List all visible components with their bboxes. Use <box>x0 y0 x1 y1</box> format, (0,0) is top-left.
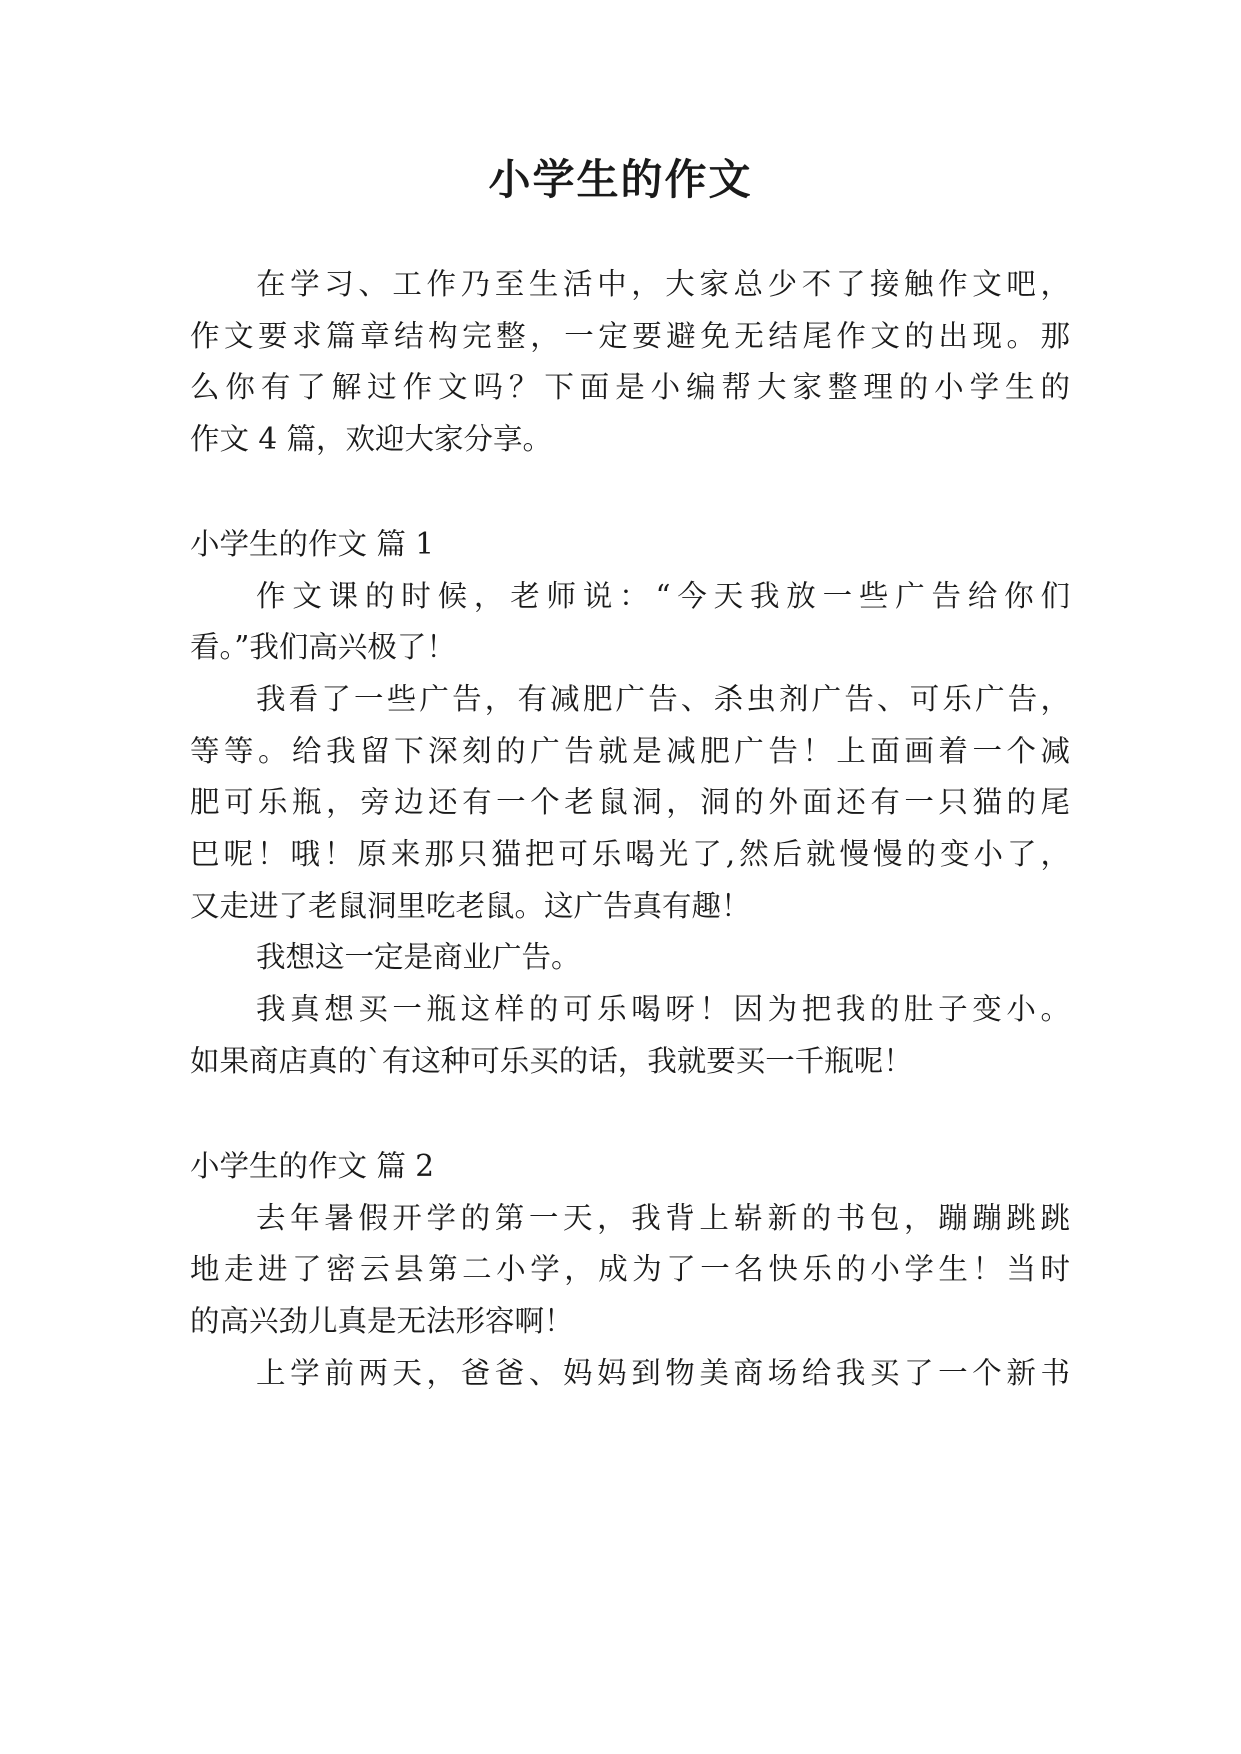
paragraph-line: 等等。给我留下深刻的广告就是减肥广告！上面画着一个减 <box>190 734 1070 768</box>
paragraph-line: 看。”我们高兴极了！ <box>190 630 456 664</box>
intro-line: 么你有了解过作文吗？下面是小编帮大家整理的小学生的 <box>190 370 1070 404</box>
paragraph-line: 的高兴劲儿真是无法形容啊！ <box>190 1304 574 1338</box>
section-heading: 小学生的作文 篇 2 <box>190 1149 435 1183</box>
paragraph-line: 我看了一些广告，有减肥广告、杀虫剂广告、可乐广告， <box>256 682 1070 716</box>
intro-line: 作文 4 篇，欢迎大家分享。 <box>190 422 553 456</box>
paragraph-line: 如果商店真的`有这种可乐买的话，我就要买一千瓶呢！ <box>190 1044 913 1078</box>
paragraph-line: 作文课的时候，老师说：“今天我放一些广告给你们 <box>256 579 1070 613</box>
paragraph-line: 上学前两天，爸爸、妈妈到物美商场给我买了一个新书 <box>256 1356 1070 1390</box>
document-title: 小学生的作文 <box>488 155 753 204</box>
intro-line: 作文要求篇章结构完整，一定要避免无结尾作文的出现。那 <box>190 319 1070 353</box>
section-heading: 小学生的作文 篇 1 <box>190 527 435 561</box>
paragraph-line: 巴呢！哦！原来那只猫把可乐喝光了,然后就慢慢的变小了， <box>190 837 1070 871</box>
intro-line: 在学习、工作乃至生活中，大家总少不了接触作文吧， <box>256 267 1070 301</box>
paragraph-line: 地走进了密云县第二小学，成为了一名快乐的小学生！当时 <box>190 1252 1070 1286</box>
paragraph-line: 去年暑假开学的第一天，我背上崭新的书包，蹦蹦跳跳 <box>256 1201 1070 1235</box>
paragraph-line: 我想这一定是商业广告。 <box>256 940 581 974</box>
paragraph-line: 我真想买一瓶这样的可乐喝呀！因为把我的肚子变小。 <box>256 992 1070 1026</box>
paragraph-line: 肥可乐瓶，旁边还有一个老鼠洞，洞的外面还有一只猫的尾 <box>190 785 1070 819</box>
paragraph-line: 又走进了老鼠洞里吃老鼠。这广告真有趣！ <box>190 889 751 923</box>
